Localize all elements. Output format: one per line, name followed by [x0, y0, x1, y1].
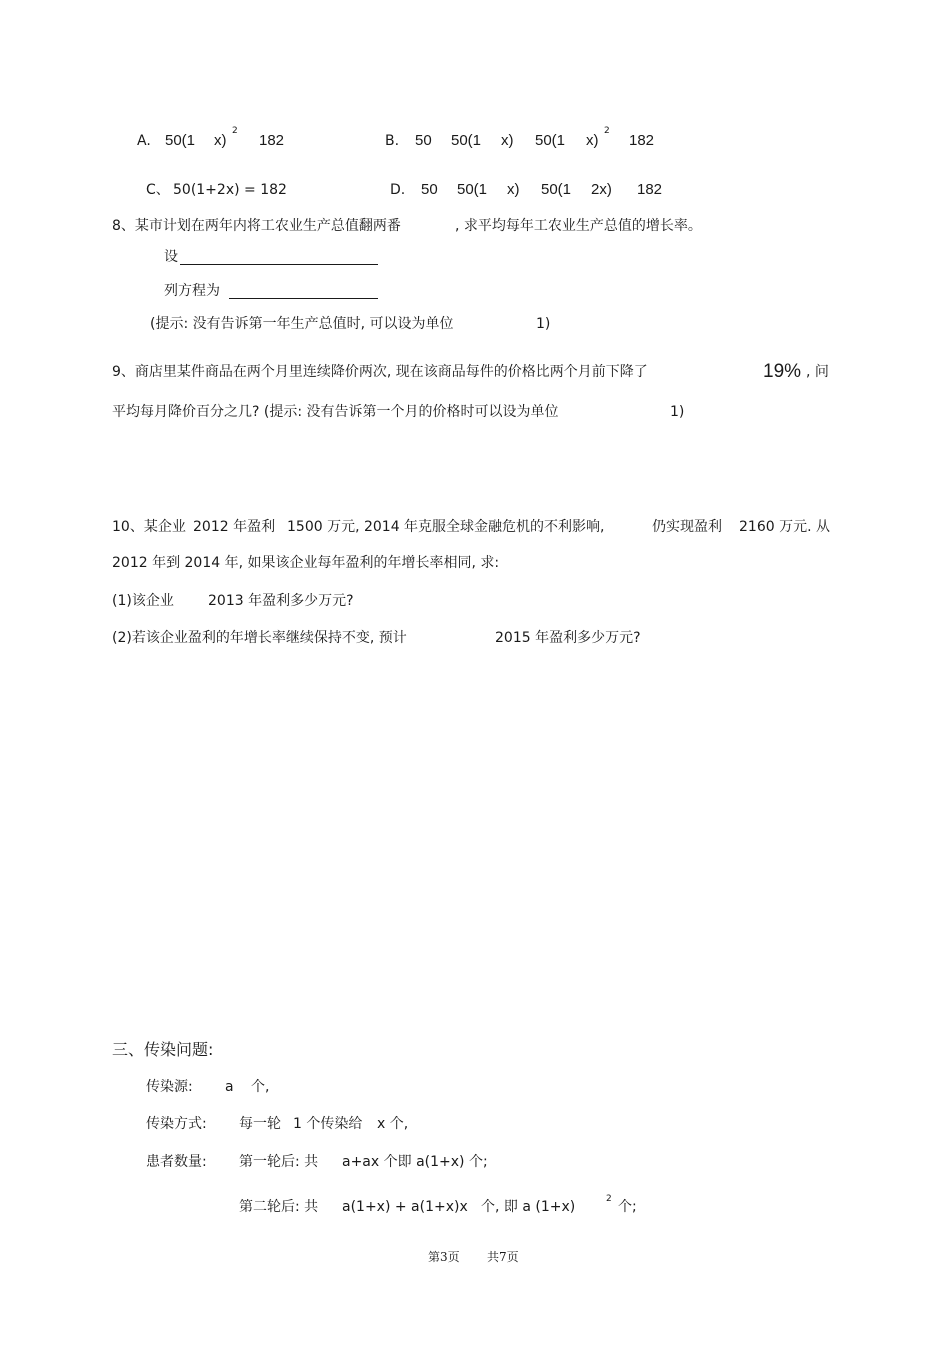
footer-page: 第3页: [428, 1250, 460, 1264]
mode-text-b: 1 个传染给: [293, 1116, 363, 1132]
q10-line2: 2012 年到 2014 年, 如果该企业每年盈利的年增长率相同, 求:: [112, 555, 500, 571]
option-a-label: A.: [137, 133, 151, 149]
q8-text-a: 8、某市计划在两年内将工农业生产总值翻两番: [112, 218, 401, 234]
mode-label: 传染方式:: [146, 1116, 207, 1132]
mode-text-c: x 个,: [377, 1116, 409, 1132]
option-b-result: 182: [629, 132, 655, 149]
q10-line1-d: 仍实现盈利: [652, 519, 722, 535]
q8-hint-b: 1): [536, 316, 551, 332]
q10-part1-a: (1)该企业: [112, 593, 174, 609]
round1-count: a+ax 个即 a(1+x) 个;: [342, 1154, 488, 1170]
round2-unit: 个;: [618, 1199, 637, 1215]
q10-part2-b: 2015 年盈利多少万元?: [495, 630, 641, 646]
q10-line1-e: 2160 万元. 从: [739, 519, 830, 535]
option-b-term3: x): [501, 132, 514, 149]
patients-label: 患者数量:: [146, 1154, 207, 1170]
round2-expr: a(1+x) + a(1+x)x: [342, 1199, 468, 1215]
source-value: a: [225, 1079, 234, 1095]
q9-text-b: , 问: [806, 364, 829, 380]
option-a-exponent: 2: [232, 126, 238, 136]
option-c-equation: 50(1+2x) = 182: [173, 182, 287, 198]
option-b-term5: x): [586, 132, 599, 149]
q8-equation-blank[interactable]: [229, 284, 378, 299]
round1-label: 第一轮后: 共: [239, 1154, 319, 1170]
mode-text-a: 每一轮: [239, 1116, 281, 1132]
source-label: 传染源:: [146, 1079, 193, 1095]
option-d-term2: 50(1: [457, 181, 488, 198]
q10-line1-c: 1500 万元, 2014 年克服全球金融危机的不利影响,: [287, 519, 605, 535]
round2-label: 第二轮后: 共: [239, 1199, 319, 1215]
q8-set-blank[interactable]: [180, 250, 378, 265]
option-b-term2: 50(1: [451, 132, 482, 149]
option-d-result: 182: [637, 181, 663, 198]
section3-title: 三、传染问题:: [112, 1040, 214, 1059]
q8-hint-a: (提示: 没有告诉第一年生产总值时, 可以设为单位: [150, 316, 454, 332]
option-d-term4: 50(1: [541, 181, 572, 198]
option-a-x: x): [214, 132, 227, 149]
option-a-result: 182: [259, 132, 285, 149]
option-a-base: 50(1: [165, 132, 196, 149]
q9-line2-a: 平均每月降价百分之几? (提示: 没有告诉第一个月的价格时可以设为单位: [112, 404, 559, 420]
q9-text-a: 9、商店里某件商品在两个月里连续降价两次, 现在该商品每件的价格比两个月前下降了: [112, 364, 648, 380]
round2-simplified: 个, 即 a (1+x): [481, 1199, 576, 1215]
option-d-label: D.: [390, 182, 406, 198]
round2-exponent: 2: [606, 1194, 612, 1204]
option-b-term1: 50: [415, 132, 432, 149]
q10-part2-a: (2)若该企业盈利的年增长率继续保持不变, 预计: [112, 630, 407, 646]
option-d-term3: x): [507, 181, 520, 198]
q10-line1-b: 2012 年盈利: [193, 519, 276, 535]
q8-text-b: , 求平均每年工农业生产总值的增长率。: [455, 218, 702, 234]
option-d-term1: 50: [421, 181, 438, 198]
option-b-exponent: 2: [604, 126, 610, 136]
q8-set-label: 设: [164, 249, 178, 265]
option-d-term5: 2x): [591, 181, 612, 198]
option-b-term4: 50(1: [535, 132, 566, 149]
q8-equation-label: 列方程为: [164, 283, 220, 299]
q10-part1-b: 2013 年盈利多少万元?: [208, 593, 354, 609]
q9-line2-b: 1): [670, 404, 685, 420]
footer-total: 共7页: [487, 1250, 519, 1264]
q10-line1-a: 10、某企业: [112, 519, 186, 535]
q9-percent: 19%: [763, 361, 802, 382]
option-c-label: C、: [146, 182, 170, 198]
source-unit: 个,: [251, 1079, 270, 1095]
option-b-label: B.: [385, 133, 400, 149]
